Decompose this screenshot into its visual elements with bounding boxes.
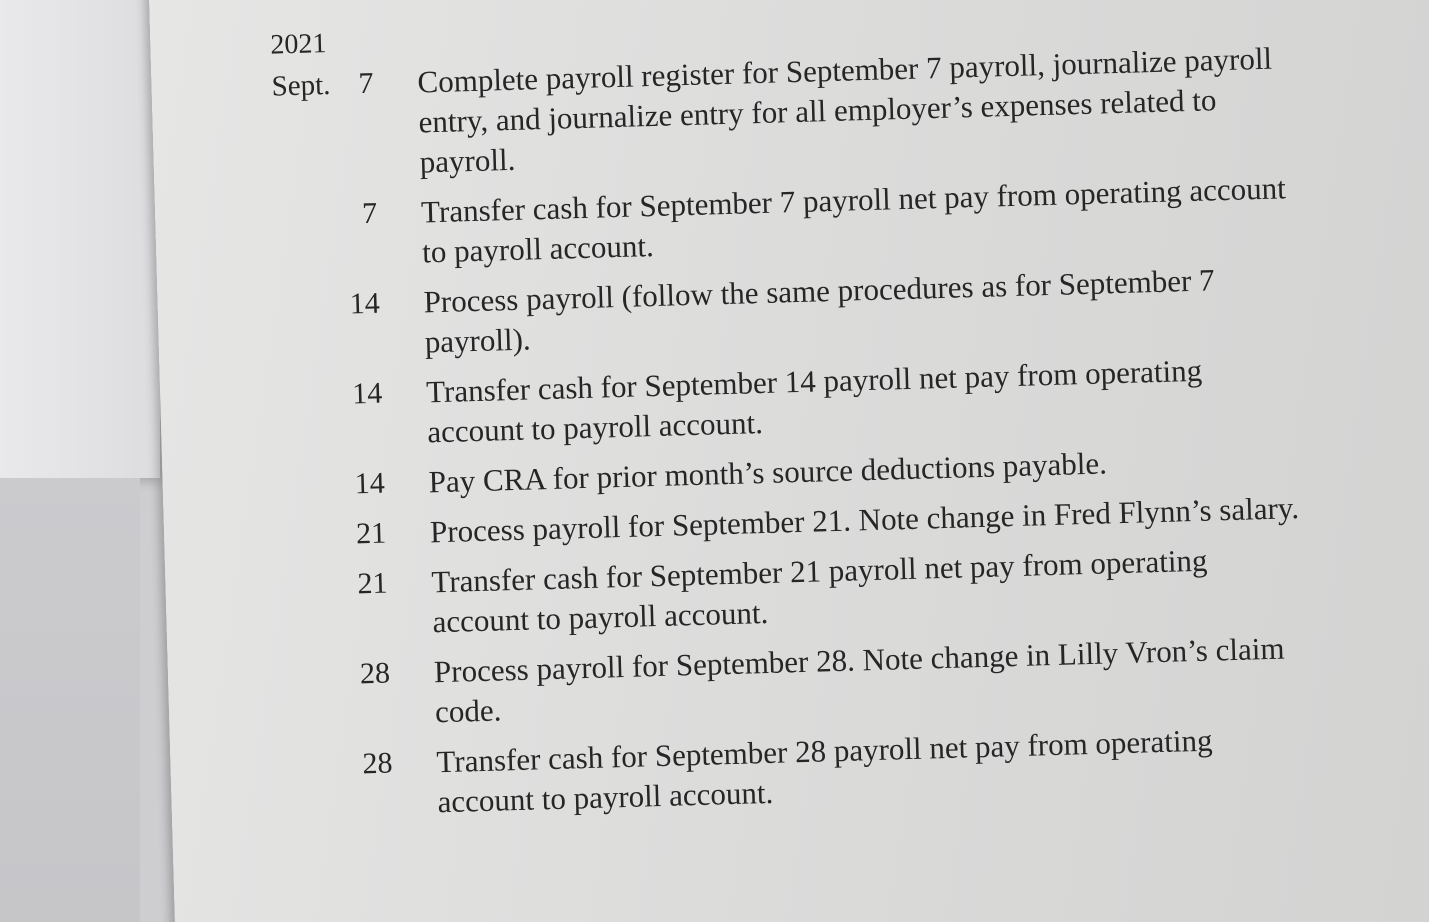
schedule-year: 2021 bbox=[269, 28, 327, 61]
entry-day: 21 bbox=[355, 516, 387, 551]
entry-description: Process payroll (follow the same procedures as for September 7 payroll). bbox=[423, 262, 1215, 360]
entry-month bbox=[290, 744, 362, 746]
entry-day: 14 bbox=[354, 466, 386, 501]
entry-month bbox=[282, 464, 354, 466]
entry-day: 7 bbox=[358, 66, 374, 101]
entry-day: 14 bbox=[349, 286, 381, 321]
entry-description: Transfer cash for September 7 payroll net pay from operating account to payroll account. bbox=[420, 170, 1287, 270]
entry-month bbox=[287, 654, 359, 656]
entry-description: Process payroll for September 28. Note change in Lilly Vron’s claim code. bbox=[433, 630, 1285, 730]
entry-month bbox=[285, 564, 357, 566]
underlying-sheet-shadow bbox=[0, 478, 140, 922]
entry-description: Process payroll for September 21. Note change in Fred Flynn’s salary. bbox=[429, 490, 1300, 550]
entry-month bbox=[280, 374, 352, 376]
underlying-sheet bbox=[0, 0, 160, 478]
schedule-entry bbox=[287, 628, 1309, 736]
entry-day: 28 bbox=[362, 746, 393, 781]
schedule-entry bbox=[277, 258, 1299, 366]
entry-description: Complete payroll register for September 7 payroll, journalize payroll entry, and journalize entry for all employer’s expenses related to payroll. bbox=[417, 40, 1273, 180]
schedule-entry bbox=[290, 718, 1312, 826]
textbook-page bbox=[148, 0, 1429, 922]
entry-description: Transfer cash for September 21 payroll net pay from operating account to payroll account. bbox=[430, 542, 1208, 640]
entry-day: 7 bbox=[361, 196, 378, 231]
entry-month bbox=[277, 285, 349, 287]
entry-month: Sept. bbox=[271, 68, 331, 103]
entry-description: Transfer cash for September 28 payroll net pay from operating account to payroll account. bbox=[436, 722, 1213, 820]
entry-day: 21 bbox=[357, 566, 388, 601]
schedule-entry bbox=[271, 38, 1294, 186]
payroll-schedule bbox=[270, 0, 1312, 836]
entry-month bbox=[275, 195, 347, 197]
entry-day: 28 bbox=[359, 656, 391, 691]
schedule-entry bbox=[275, 168, 1297, 276]
entry-day: 14 bbox=[351, 376, 383, 411]
entry-description: Transfer cash for September 14 payroll net pay from operating account to payroll account. bbox=[425, 352, 1203, 450]
schedule-entry bbox=[285, 538, 1307, 646]
entry-description: Pay CRA for prior month’s source deductions payable. bbox=[428, 445, 1108, 500]
schedule-entry bbox=[280, 348, 1302, 456]
entry-month bbox=[284, 514, 356, 516]
